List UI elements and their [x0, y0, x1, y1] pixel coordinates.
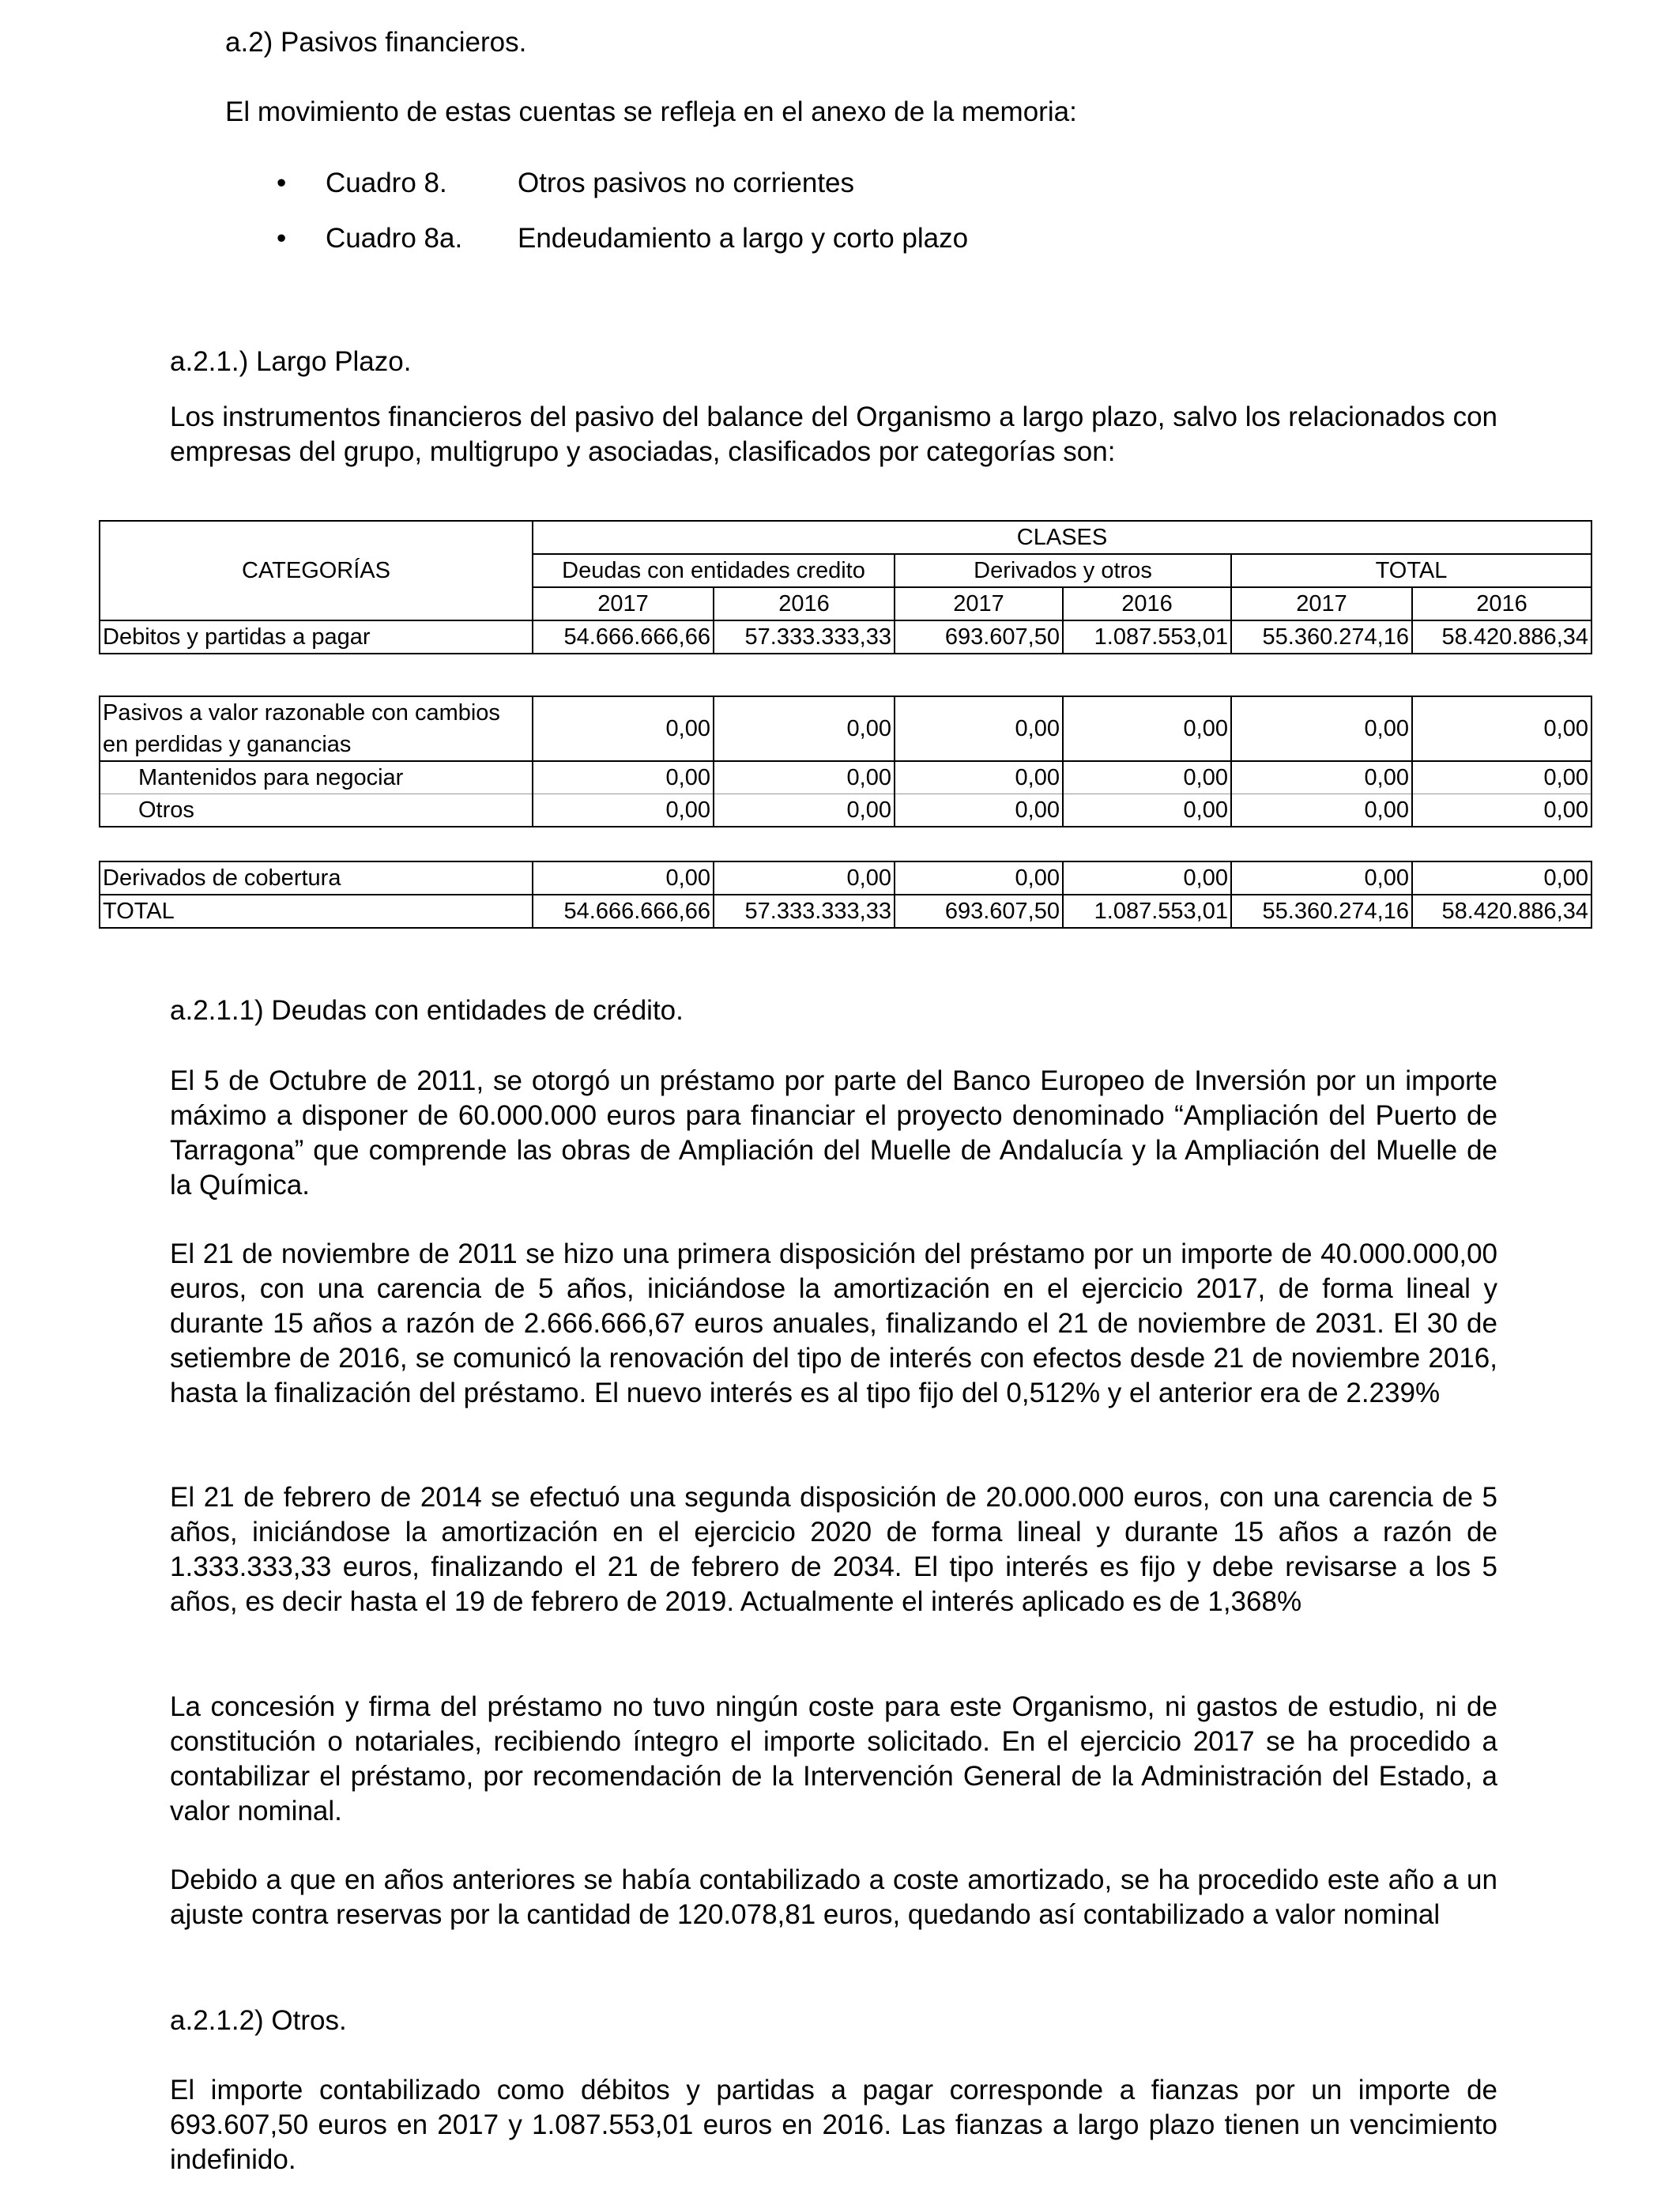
cell-value: 0,00	[1063, 761, 1231, 794]
table-row	[100, 620, 1591, 654]
table-row	[100, 861, 1591, 895]
bullet-code: Cuadro 8.	[326, 168, 447, 198]
cell-value: 0,00	[1231, 861, 1412, 895]
cell-value: 0,00	[533, 696, 714, 761]
cell-value: 0,00	[895, 861, 1063, 895]
section-a2-title: a.2) Pasivos financieros.	[225, 27, 527, 58]
section-a211-title: a.2.1.1) Deudas con entidades de crédito.	[170, 995, 684, 1026]
cell-value: 0,00	[1063, 794, 1231, 827]
cell-value: 55.360.274,16	[1231, 895, 1412, 928]
cell-value: 54.666.666,66	[533, 895, 714, 928]
bullet-code: Cuadro 8a.	[326, 223, 463, 254]
cell-value: 0,00	[1063, 696, 1231, 761]
table-row	[100, 696, 1591, 761]
header-clases: CLASES	[533, 521, 1591, 554]
cell-value: 1.087.553,01	[1063, 895, 1231, 928]
row-label: Pasivos a valor razonable con cambios en perdidas y ganancias	[100, 696, 533, 761]
bullet-desc: Endeudamiento a largo y corto plazo	[518, 223, 969, 254]
header-year: 2017	[895, 587, 1063, 620]
cell-value: 0,00	[714, 761, 895, 794]
header-group-total: TOTAL	[1231, 554, 1591, 587]
bullet-desc: Otros pasivos no corrientes	[518, 168, 855, 198]
row-label: Derivados de cobertura	[100, 861, 533, 895]
cell-value: 0,00	[714, 794, 895, 827]
cell-value: 0,00	[714, 696, 895, 761]
financial-table-fair-value	[99, 696, 1592, 827]
cell-value: 0,00	[1412, 761, 1591, 794]
cell-value: 693.607,50	[895, 620, 1063, 654]
paragraph: El importe contabilizado como débitos y partidas a pagar corresponde a fianzas por un importe de 693.607,50 euros en 2017 y 1.087.553,01 euros en 2016. Las fianzas a largo plazo tienen un vencimiento indefinido.	[170, 2075, 1497, 2175]
header-categorias: CATEGORÍAS	[100, 521, 533, 620]
cell-value: 0,00	[533, 761, 714, 794]
cell-value: 0,00	[1231, 696, 1412, 761]
cell-value: 54.666.666,66	[533, 620, 714, 654]
paragraph: Debido a que en años anteriores se había contabilizado a coste amortizado, se ha procedido este año a un ajuste contra reservas por la cantidad de 120.078,81 euros, quedando así contabilizado a valor nominal	[170, 1864, 1497, 1930]
row-label: Otros	[100, 794, 533, 827]
cell-value: 58.420.886,34	[1412, 895, 1591, 928]
bullet-dot: •	[277, 168, 287, 198]
paragraph: La concesión y firma del préstamo no tuvo ningún coste para este Organismo, ni gastos de estudio, ni de constitución o notariales, recibiendo íntegro el importe solicitado. En el ejercicio 2017 se ha procedido a contabilizar el préstamo, por recomendación de la Intervención General de la Administración del Estado, a valor nominal.	[170, 1691, 1497, 1826]
paragraph: El 5 de Octubre de 2011, se otorgó un préstamo por parte del Banco Europeo de Inversión por un importe máximo a disponer de 60.000.000 euros para financiar el proyecto denominado “Ampliación del Puerto de Tarragona” que comprende las obras de Ampliación del Muelle de Andalucía y la Ampliación del Muelle de la Química.	[170, 1065, 1497, 1201]
section-a21-intro: Los instrumentos financieros del pasivo del balance del Organismo a largo plazo, salvo los relacionados con empresas del grupo, multigrupo y asociadas, clasificados por categorías son:	[170, 401, 1497, 467]
cell-value: 0,00	[533, 794, 714, 827]
row-label: Mantenidos para negociar	[100, 761, 533, 794]
section-a21-title: a.2.1.) Largo Plazo.	[170, 346, 412, 377]
cell-value: 0,00	[1231, 794, 1412, 827]
header-year: 2016	[1412, 587, 1591, 620]
bullet-dot: •	[277, 223, 287, 254]
header-year: 2016	[714, 587, 895, 620]
cell-value: 57.333.333,33	[714, 620, 895, 654]
cell-value: 57.333.333,33	[714, 895, 895, 928]
table-row	[100, 895, 1591, 928]
cell-value: 693.607,50	[895, 895, 1063, 928]
cell-value: 0,00	[895, 794, 1063, 827]
paragraph: El 21 de febrero de 2014 se efectuó una segunda disposición de 20.000.000 euros, con una carencia de 5 años, iniciándose la amortización en el ejercicio 2020 de forma lineal y durante 15 años a razón de 1.333.333,33 euros, finalizando el 21 de febrero de 2034. El tipo interés es fijo y debe revisarse a los 5 años, es decir hasta el 19 de febrero de 2019. Actualmente el interés aplicado es de 1,368%	[170, 1482, 1497, 1617]
cell-value: 0,00	[1412, 696, 1591, 761]
row-label: Debitos y partidas a pagar	[100, 620, 533, 654]
cell-value: 0,00	[1412, 861, 1591, 895]
header-year: 2017	[1231, 587, 1412, 620]
cell-value: 0,00	[895, 696, 1063, 761]
header-group-derivados: Derivados y otros	[895, 554, 1231, 587]
cell-value: 0,00	[714, 861, 895, 895]
financial-table-totals	[99, 861, 1592, 929]
table-row	[100, 761, 1591, 794]
section-a212-title: a.2.1.2) Otros.	[170, 2005, 347, 2036]
cell-value: 0,00	[1412, 794, 1591, 827]
row-label: TOTAL	[100, 895, 533, 928]
header-year: 2017	[533, 587, 714, 620]
cell-value: 0,00	[1231, 761, 1412, 794]
financial-table-main	[99, 520, 1592, 654]
paragraph: El 21 de noviembre de 2011 se hizo una primera disposición del préstamo por un importe de 40.000.000,00 euros, con una carencia de 5 años, iniciándose la amortización en el ejercicio 2017, de forma lineal y durante 15 años a razón de 2.666.666,67 euros anuales, finalizando el 21 de noviembre de 2031. El 30 de setiembre de 2016, se comunicó la renovación del tipo de interés con efectos desde 21 de noviembre 2016, hasta la finalización del préstamo. El nuevo interés es al tipo fijo del 0,512% y el anterior era de 2.239%	[170, 1238, 1497, 1408]
cell-value: 0,00	[533, 861, 714, 895]
header-year: 2016	[1063, 587, 1231, 620]
cell-value: 0,00	[1063, 861, 1231, 895]
cell-value: 55.360.274,16	[1231, 620, 1412, 654]
table-row	[100, 794, 1591, 827]
section-a2-intro: El movimiento de estas cuentas se refleja en el anexo de la memoria:	[225, 96, 1077, 127]
cell-value: 58.420.886,34	[1412, 620, 1591, 654]
header-group-deudas: Deudas con entidades credito	[533, 554, 895, 587]
cell-value: 1.087.553,01	[1063, 620, 1231, 654]
cell-value: 0,00	[895, 761, 1063, 794]
